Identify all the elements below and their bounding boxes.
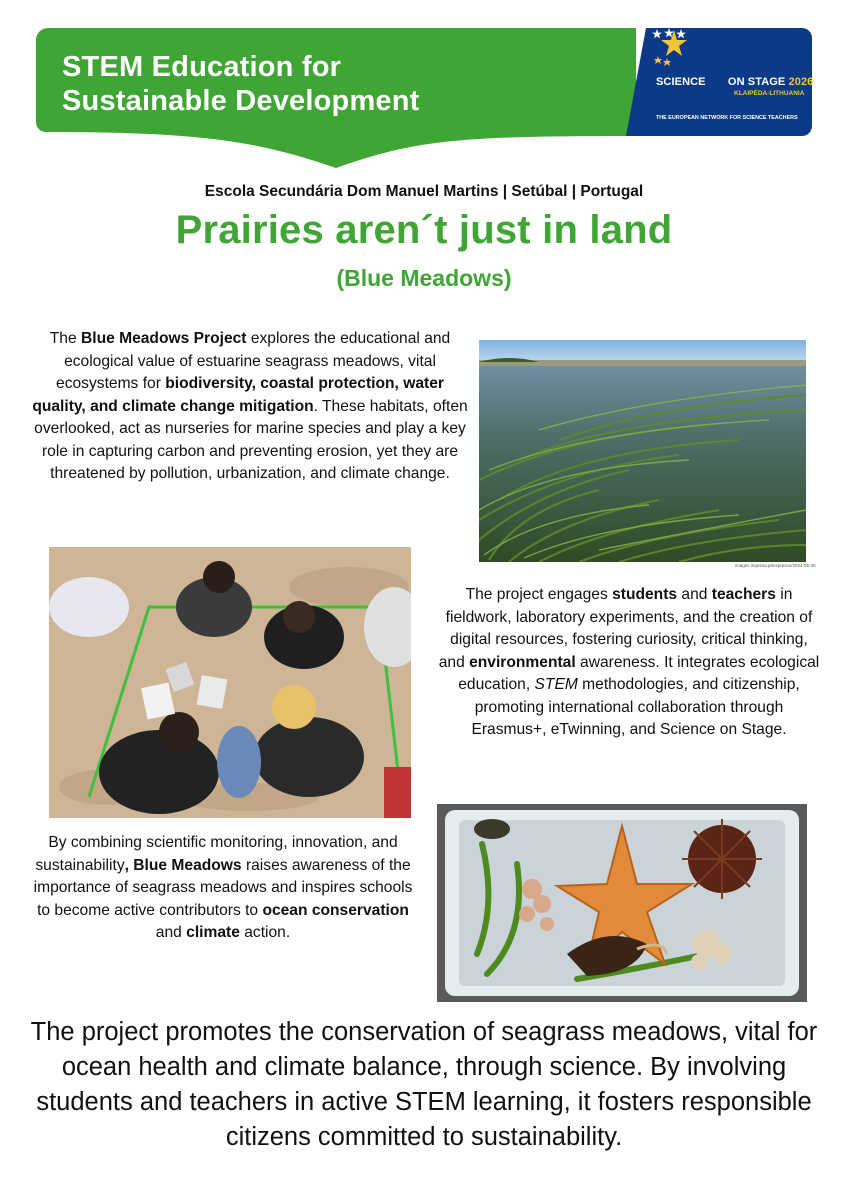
impact-emphasis: climate: [186, 924, 240, 941]
engagement-text: methodologies, and citizenship, promoting international collaboration through Erasmus+, eTwinning, and Science on Stage.: [471, 676, 800, 738]
engagement-emphasis: students: [612, 586, 678, 603]
impact-text: and: [155, 924, 187, 941]
intro-emphasis: Blue Meadows Project: [80, 330, 247, 347]
logo-tagline: THE EUROPEAN NETWORK FOR SCIENCE TEACHERS: [656, 115, 798, 121]
engagement-paragraph: [438, 584, 820, 742]
impact-emphasis: ocean conservation: [262, 901, 409, 919]
engagement-italic: STEM: [534, 676, 578, 693]
impact-emphasis: , Blue Meadows: [124, 856, 242, 874]
intro-emphasis: biodiversity, coastal protection, water quality, and climate change mitigation: [32, 375, 444, 415]
photo-caption: images.impresa.pt/expresso/2024-05-30: [735, 563, 816, 568]
star-burst-icon: [652, 28, 696, 66]
intro-text: explores the educational and ecological value of estuarine seagrass meadows, vital ecosystems for: [56, 330, 451, 392]
closing-statement: The project promotes the conservation of seagrass meadows, vital for ocean health and climate balance, through science. By involving students and teachers in active STEM learning, it fosters responsible citizens committed to sustainability.: [30, 1018, 818, 1151]
engagement-text: The project engages: [465, 586, 613, 603]
impact-text: action.: [239, 924, 291, 941]
school-name: Escola Secundária Dom Manuel Martins | Setúbal | Portugal: [204, 183, 644, 200]
logo-wordmark: [656, 76, 813, 88]
page-title: Prairies aren´t just in land: [175, 208, 673, 252]
banner-title: [62, 50, 420, 118]
logo-on-stage: ON STAGE: [727, 76, 786, 88]
engagement-text: awareness. It integrates ecological education,: [458, 653, 820, 693]
logo-location: KLAIPĖDA·LITHUANIA: [734, 90, 805, 97]
banner-title-line1: STEM Education for: [62, 51, 342, 83]
engagement-text: in fieldwork, laboratory experiments, and the creation of digital resources, fostering curiosity, critical thinking, and: [438, 586, 813, 671]
intro-text: The: [49, 330, 81, 347]
logo-year: 2026: [788, 76, 814, 88]
science-on-stage-logo: [652, 28, 812, 138]
banner-title-line2: Sustainable Development: [62, 85, 420, 117]
marine-specimens-photo: [437, 804, 807, 1002]
impact-paragraph: [26, 832, 420, 945]
intro-text: . These habitats, often overlooked, act as nurseries for marine species and play a key role in capturing carbon and preventing erosion, yet they are threatened by pollution, urbanization, and climate change.: [34, 397, 468, 482]
page-subtitle: (Blue Meadows): [336, 265, 512, 291]
header-banner: [36, 28, 812, 168]
engagement-text: and: [677, 586, 712, 603]
seagrass-meadow-photo: [479, 340, 806, 562]
engagement-emphasis: teachers: [711, 586, 776, 603]
intro-paragraph: [28, 328, 472, 486]
engagement-emphasis: environmental: [469, 653, 576, 671]
logo-science: SCIENCE: [656, 76, 706, 88]
impact-text: By combining scientific monitoring, innovation, and sustainability: [35, 834, 398, 874]
impact-text: raises awareness of the importance of seagrass meadows and inspires schools to become active contributors to: [33, 856, 413, 919]
students-fieldwork-photo: [49, 547, 411, 818]
